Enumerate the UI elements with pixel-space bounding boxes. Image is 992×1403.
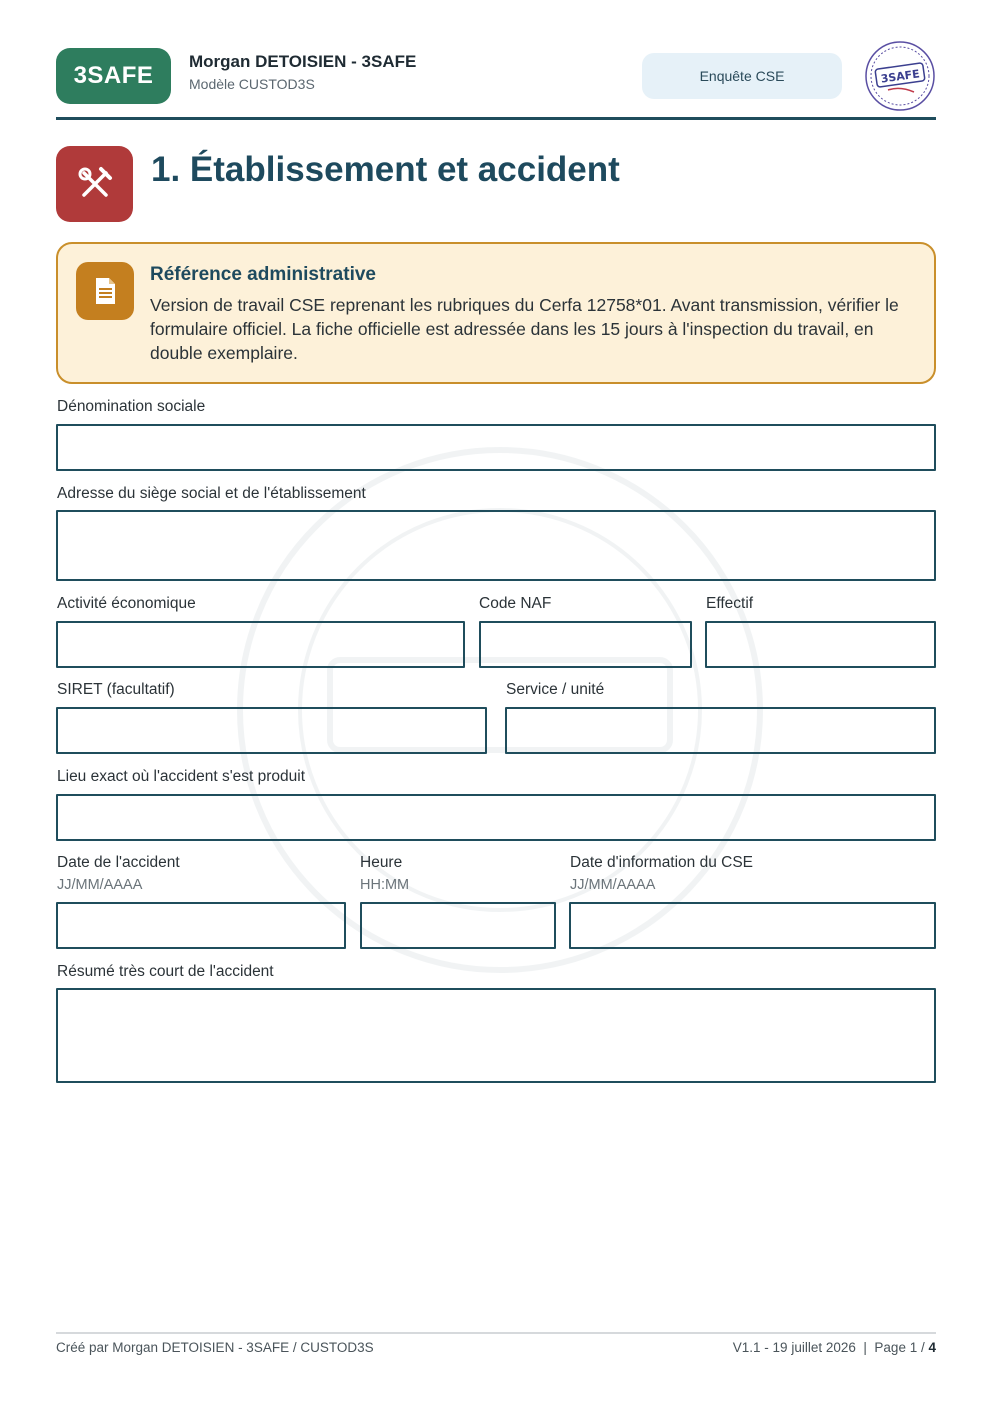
heure-label: Heure xyxy=(360,854,403,871)
lieu-field[interactable] xyxy=(56,794,936,841)
siret-field[interactable] xyxy=(56,707,487,754)
page-title: 1. Établissement et accident xyxy=(151,150,620,189)
siret-label: SIRET (facultatif) xyxy=(57,681,175,698)
callout-text: Version de travail CSE reprenant les rubriques du Cerfa 12758*01. Avant transmission, vérifier le formulaire officiel. La fiche officielle est adressée dans les 15 jours à l'inspection du travail, en double exemplaire. xyxy=(150,295,899,363)
service-field[interactable] xyxy=(505,707,936,754)
adresse-label: Adresse du siège social et de l'établissement xyxy=(57,485,366,502)
adresse-field[interactable] xyxy=(56,510,936,581)
footer-page-prefix: Page 1 / xyxy=(874,1340,925,1355)
lieu-label: Lieu exact où l'accident s'est produit xyxy=(57,768,306,785)
author-name: Morgan DETOISIEN - 3SAFE xyxy=(189,52,417,71)
date-accident-hint: JJ/MM/AAAA xyxy=(57,877,143,893)
date-accident-field[interactable] xyxy=(56,902,346,949)
model-name: Modèle CUSTOD3S xyxy=(189,76,315,92)
footer-divider xyxy=(56,1332,936,1334)
denomination-label: Dénomination sociale xyxy=(57,398,206,415)
header-divider xyxy=(56,117,936,120)
date-cse-hint: JJ/MM/AAAA xyxy=(570,877,656,893)
callout-title: Référence administrative xyxy=(150,264,376,285)
activite-label: Activité économique xyxy=(57,595,196,612)
resume-field[interactable] xyxy=(56,988,936,1083)
footer-version: V1.1 - 19 juillet 2026 xyxy=(732,1340,856,1355)
naf-field[interactable] xyxy=(479,621,692,668)
document-icon xyxy=(76,262,134,320)
effectif-label: Effectif xyxy=(706,595,754,612)
admin-reference-callout xyxy=(56,242,936,384)
naf-label: Code NAF xyxy=(479,595,552,612)
footer-credit: Créé par Morgan DETOISIEN - 3SAFE / CUSTOD3S xyxy=(56,1340,374,1355)
activite-field[interactable] xyxy=(56,621,465,668)
tools-icon xyxy=(56,146,133,222)
footer-meta xyxy=(733,1340,936,1355)
page-header xyxy=(56,46,936,106)
brand-logo: 3SAFE xyxy=(56,48,171,104)
heure-field[interactable] xyxy=(360,902,556,949)
footer-page-total: 4 xyxy=(928,1340,936,1355)
resume-label: Résumé très court de l'accident xyxy=(57,963,274,980)
date-accident-label: Date de l'accident xyxy=(57,854,180,871)
denomination-field[interactable] xyxy=(56,424,936,471)
company-stamp-icon xyxy=(864,40,936,112)
survey-badge: Enquête CSE xyxy=(642,53,842,99)
date-cse-label: Date d'information du CSE xyxy=(570,854,754,871)
service-label: Service / unité xyxy=(506,681,605,698)
footer-separator: | xyxy=(863,1340,867,1355)
date-cse-field[interactable] xyxy=(569,902,936,949)
heure-hint: HH:MM xyxy=(360,877,410,893)
effectif-field[interactable] xyxy=(705,621,936,668)
svg-text:3SAFE: 3SAFE xyxy=(879,67,921,86)
